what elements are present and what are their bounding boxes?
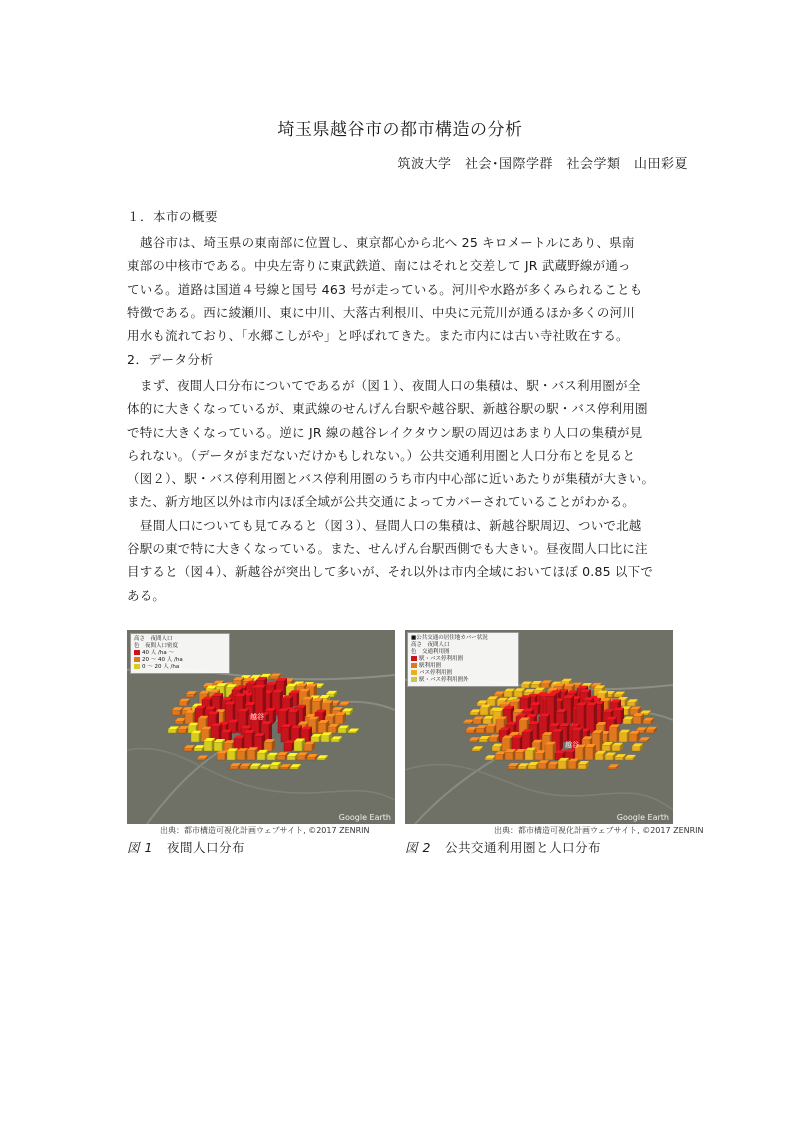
map-bar [608,767,616,769]
map-bar [615,757,623,760]
legend-title: ■公共交通の居住地カバー状況 [411,635,488,641]
map-bar [179,702,187,706]
map-bar [304,745,312,751]
figure-2-caption-text: 公共交通利用圏と人口分布 [444,840,601,855]
legend-swatch [134,664,140,669]
map-bar [287,756,295,760]
map-bar [317,758,325,760]
map-bar [643,721,651,724]
text-line: られない。（データがまだないだけかもしれない。）公共交通利用圏と人口分布とを見ると [127,447,636,463]
text-line: 谷駅の東で特に大きくなっている。また、せんげん台駅西側でも大きい。昼夜間人口比に注 [127,541,648,557]
figure-1-caption [127,838,245,856]
legend-height-label: 高さ 夜間人口 [411,642,450,648]
map-bar [270,677,278,679]
legend-color-label: 色 夜間人口密度 [134,643,179,649]
map-bar [191,734,199,742]
map-bar-side [560,729,563,751]
map-bar [240,766,248,769]
figure-1-caption-text: 夜間人口分布 [166,840,245,855]
map-bar [609,727,617,742]
map-bar [469,740,477,742]
author-line: 筑波大学 社会･国際学群 社会学類 山田彩夏 [397,157,688,172]
map-bar [318,723,326,733]
map-bar [230,766,238,769]
text-line: まず、夜間人口分布についてであるが（図１）、夜間人口の集積は、駅・バス利用圏が全 [140,378,641,393]
map-bar [538,763,546,769]
map-bar [508,766,516,769]
map-bar [486,727,494,733]
map-bar [528,765,536,769]
legend-color-label: 色 交通利用圏 [411,649,450,655]
map-bar [307,757,315,760]
map-bar [270,765,278,769]
map-bar [184,748,192,751]
map-bar [625,758,633,760]
legend-item: 駅利用圏 [411,663,515,670]
legend-swatch [134,650,140,655]
figure-1-map-label: 越谷 [250,713,264,721]
map-bar [639,740,647,742]
map-bar [321,735,329,742]
map-bar [175,721,183,724]
map-bar [505,752,513,760]
map-bar [197,759,205,760]
map-bar [227,751,235,760]
text-line: また、新方地区以外は市内ほぼ全域が公共交通によってカバーされていることがわかる。 [127,494,636,510]
map-bar [602,745,610,751]
text-line: ある。 [127,587,166,603]
map-bar [331,739,339,742]
legend-item: バス停利用圏 [411,670,515,677]
map-bar [595,754,603,760]
map-bar [185,713,193,724]
legend-item: 20 ～ 40 人 /ha [134,657,226,664]
map-bar [172,710,180,715]
map-bar [578,764,586,769]
legend-swatch [411,656,417,661]
map-bar [339,705,347,706]
figure-1-credit: 出典：都市構造可視化計画ウェブサイト, ©2017 ZENRIN [160,826,370,835]
legend-swatch [134,657,140,662]
map-bar [558,761,566,769]
text-line: ている。道路は国道４号線と国号 463 号が走っている。河川や水路が多くみられることも [127,281,643,297]
map-bar [605,755,613,760]
map-bar [502,738,510,751]
map-bar [489,738,497,742]
map-bar [338,729,346,733]
text-line: 昼間人口についても見てみると（図３）、昼間人口の集積は、新越谷駅周辺、ついで北越 [140,517,642,533]
map-bar [545,745,553,760]
map-bar [217,753,225,760]
map-bar [294,741,302,751]
map-bar [521,685,529,688]
map-bar [281,727,289,742]
map-bar [260,767,268,769]
figure-2-credit: 出典：都市構造可視化計画ウェブサイト, ©2017 ZENRIN [494,826,704,835]
map-bar [483,719,491,724]
map-bar [466,730,474,733]
map-bar [619,733,627,742]
map-bar [485,758,493,760]
text-line: 用水も流れており、「水郷こしがや」と呼ばれてきた。また市内には古い寺社敗在する。 [127,328,629,344]
map-bar [472,749,480,751]
map-bar [247,750,255,760]
map-bar [479,739,487,742]
map-bar [646,730,654,733]
map-bar [492,747,500,751]
map-bar [470,712,478,715]
figure-2-caption [405,838,601,856]
figure-1-legend [130,633,230,674]
map-bar [514,691,522,697]
map-bar [250,766,258,769]
map-bar [480,708,488,715]
section-2-heading: 2．データ分析 [127,352,214,367]
map-bar [518,766,526,769]
map-bar [548,765,556,769]
legend-item: 駅・バス停利用圏 [411,656,515,663]
map-bar [194,748,202,751]
figure-1-number: 図 1 [127,840,153,855]
legend-item: 駅・バス停利用圏外 [411,677,515,684]
legend-item: 40 人 /ha ～ [134,650,226,657]
text-line: 特徴である。西に綾瀬川、東に中川、大落古利根川、中央に元荒川が通るほか多くの河川 [127,304,636,320]
map-bar [277,755,285,760]
map-bar [264,742,272,751]
map-bar [531,684,539,688]
figure-2-map-label: 越谷 [565,741,579,749]
map-bar [627,702,635,706]
map-bar [623,719,631,724]
figure-2-map-image [405,630,673,824]
map-bar [612,746,620,751]
map-bar [614,695,622,697]
map-bar [629,734,637,742]
map-bar [515,752,523,760]
map-bar [267,756,275,760]
map-bar [495,754,503,760]
text-line: 越谷市は、埼玉県の東南部に位置し、東京都心から北へ 25 キロメートルにあり、県南 [140,235,635,250]
map-bar-side [269,721,272,742]
legend-item: 0 ～ 20 人 /ha [134,664,226,671]
map-bar [535,753,543,760]
map-bar [632,746,640,751]
map-bar [297,755,305,760]
section-1-heading: １．本市の概要 [127,209,219,224]
map-bar [541,683,549,688]
legend-height-label: 高さ 夜間人口 [134,636,173,642]
map-bar [328,727,336,733]
text-line: で特に大きくなっている。逆に JR 線の越谷レイクタウン駅の周辺はあまり人口の集積が見 [127,424,643,440]
text-line: 東部の中核市である。中央左寄りに東武鉄道、南にはそれと交差して JR 武蔵野線が通っ [127,258,631,274]
map-bar [504,692,512,697]
map-bar [633,716,641,724]
map-bar [290,767,298,769]
map-bar [186,694,194,697]
text-line: 体的に大きくなっているが、東武線のせんげん台駅や越谷駅、新越谷駅の駅・バス停利用圏 [127,401,648,417]
text-line: 目すると（図４）、新越谷が突出して多いが、それ以外は市内全域においてほぼ 0.85 以下で [127,564,654,580]
legend-swatch [411,670,417,675]
map-bar [335,715,343,724]
map-bar [568,762,576,769]
figure-2-legend [407,632,519,687]
legend-swatch [411,677,417,682]
map-bar [168,729,176,733]
map-bar [585,747,593,760]
map-bar [204,741,212,751]
map-bar [280,767,288,769]
map-bar [348,731,356,733]
map-bar [311,737,319,742]
figure-1-watermark: Google Earth [338,813,391,822]
map-bar [525,751,533,760]
section-2-paragraph [127,374,697,607]
map-bar [237,751,245,760]
paper-title: 埼玉県越谷市の都市構造の分析 [277,120,523,140]
figure-2-watermark: Google Earth [616,813,669,822]
map-bar [473,719,481,724]
figure-2-number: 図 2 [405,840,431,855]
section-1-paragraph [127,231,697,347]
map-bar [476,728,484,733]
map-bar [284,743,292,751]
map-bar [463,723,471,724]
text-line: （図２）、駅・バス停利用圏とバス停利用圏のうち市内中心部に近いあたりが集積が大きい。 [127,471,655,487]
map-bar [257,753,265,760]
legend-swatch [411,663,417,668]
figure-1-map-image [127,630,395,824]
map-bar [214,742,222,751]
map-bar [178,729,186,733]
